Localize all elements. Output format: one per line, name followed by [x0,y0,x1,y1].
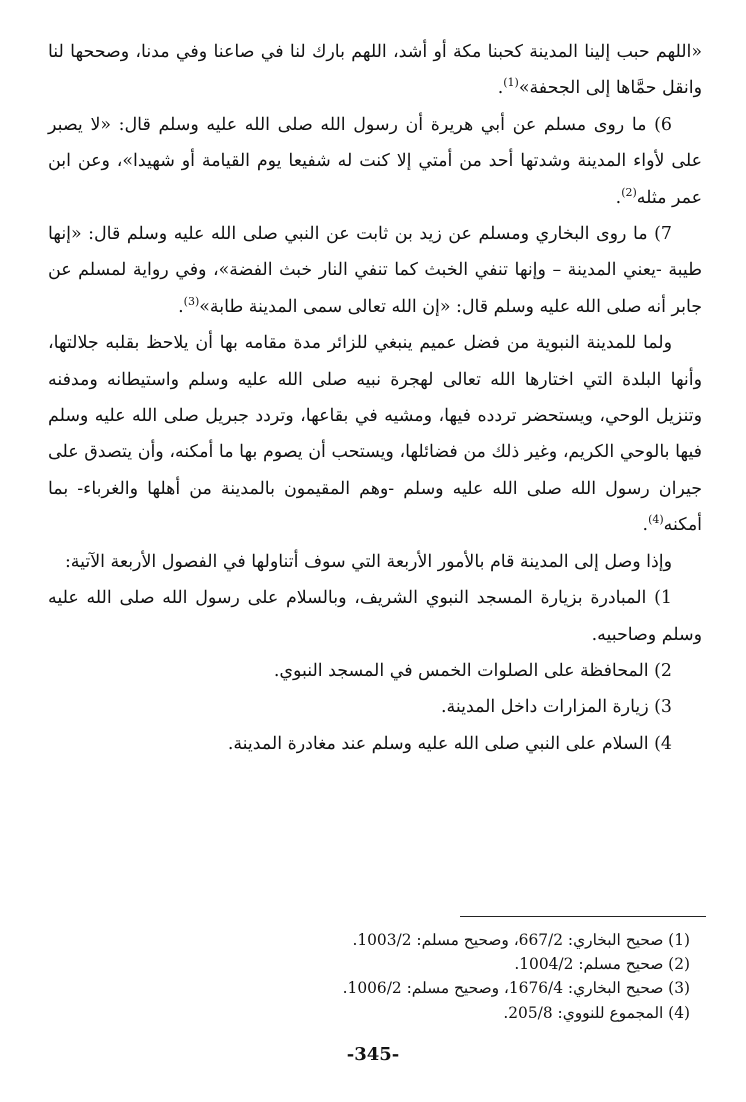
page-number: -345- [346,1044,400,1065]
footnote-2: (2) صحيح مسلم: 1004/2. [514,955,690,974]
paragraph-hadith-medina-love: «اللهم حبب إلينا المدينة كحبنا مكة أو أشد، اللهم بارك لنا في صاعنا وفي مدنا، وصححها لنا وانقل حمَّاها إلى الجحفة»$^{(1)}$. [48,42,702,99]
footnote-1: (1) صحيح البخاري: 667/2، وصحيح مسلم: 1003/2. [352,931,690,949]
paragraph-virtues: ولما للمدينة النبوية من فضل عميم ينبغي للزائر مدة مقامه بها أن يلاحظ بقلبه جلالتها، وأنها البلدة التي اختارها الله تعالى لهجرة نبيه صلى الله عليه وسلم واستيطانه ومدفنه وتنزيل الوحي، ويستحضر تردده فيها، ومشيه في بقاعها، وتردد جبريل صلى الله عليه وسلم فيها بالوحي الكريم، وغير ذلك من فضائلها، ويستحب أن يصوم بها ما أمكنه، وأن يتصدق على جيران رسول الله صلى الله عليه وسلم -وهم المقيمون بالمدينة من أهلها والغرباء- بما أمكنه$^{(4)}$. [48,333,702,536]
footnote-3: (3) صحيح البخاري: 1676/4، وصحيح مسلم: 1006/2. [342,979,690,998]
paragraph-item-7: 7) ما روى البخاري ومسلم عن زيد بن ثابت عن النبي صلى الله عليه وسلم قال: «إنها طيبة -يعني المدينة – وإنها تنفي الخبث كما تنفي النار خبث الفضة»، وفي رواية لمسلم عن جابر أنه صلى الله عليه وسلم قال: «إن الله تعالى سمى المدينة طابة»$^{(3)}$. [48,224,702,317]
paragraph-text: «اللهم حبب إلينا المدينة كحبنا مكة أو أشد، اللهم بارك لنا في صاعنا وفي مدنا، وصححها لنا وانقل حمَّاها إلى الجحفة» [48,42,702,99]
list-item-4: 4) السلام على النبي صلى الله عليه وسلم عند مغادرة المدينة. [227,733,672,754]
list-item-1: 1) المبادرة بزيارة المسجد النبوي الشريف، وبالسلام على رسول الله صلى الله عليه وسلم وصاحبيه. [48,588,702,645]
footnote-4: (4) المجموع للنووي: 205/8. [503,1003,690,1022]
paragraph-text: ولما للمدينة النبوية من فضل عميم ينبغي للزائر مدة مقامه بها أن يلاحظ بقلبه جلالتها، وأنها البلدة التي اختارها الله تعالى لهجرة نبيه صلى الله عليه وسلم واستيطانه ومدفنه وتنزيل الوحي، ويستحضر تردده فيها، ومشيه في بقاعها، وتردد جبريل صلى الله عليه وسلم فيها بالوحي الكريم، وغير ذلك من فضائلها، ويستحب أن يصوم بها ما أمكنه، وأن يتصدق على جيران رسول الله صلى الله عليه وسلم -وهم المقيمون بالمدينة من أهلها والغرباء- بما أمكنه [48,333,702,536]
list-item-2: 2) المحافظة على الصلوات الخمس في المسجد النبوي. [273,660,672,681]
list-item-3: 3) زيارة المزارات داخل المدينة. [441,697,672,718]
footnote-ref-4: (4) [648,513,664,527]
paragraph-text: 7) ما روى البخاري ومسلم عن زيد بن ثابت عن النبي صلى الله عليه وسلم قال: «إنها طيبة -يعني المدينة – وإنها تنفي الخبث كما تنفي النار خبث الفضة»، وفي رواية لمسلم عن جابر أنه صلى الله عليه وسلم قال: «إن الله تعالى سمى المدينة طابة» [48,224,702,317]
footnote-ref-3: (3) [183,295,200,309]
paragraph-four-matters: وإذا وصل إلى المدينة قام بالأمور الأربعة التي سوف أتناولها في الفصول الأربعة الآتية: [64,551,672,572]
footnotes [62,928,702,1025]
footnote-ref-1: (1) [503,76,519,90]
paragraph-text: 6) ما روى مسلم عن أبي هريرة أن رسول الله صلى الله عليه وسلم قال: «لا يصبر على لأواء المدينة وشدتها أحد من أمتي إلا كنت له شفيعا يوم القيامة أو شهيدا»، وعن ابن عمر مثله [48,114,702,208]
footnote-ref-2: (2) [621,185,637,199]
footnote-separator [460,916,706,917]
main-text [48,34,702,762]
paragraph-item-6: 6) ما روى مسلم عن أبي هريرة أن رسول الله صلى الله عليه وسلم قال: «لا يصبر على لأواء المدينة وشدتها أحد من أمتي إلا كنت له شفيعا يوم القيامة أو شهيدا»، وعن ابن عمر مثله$^{(2)}$. [48,114,702,208]
